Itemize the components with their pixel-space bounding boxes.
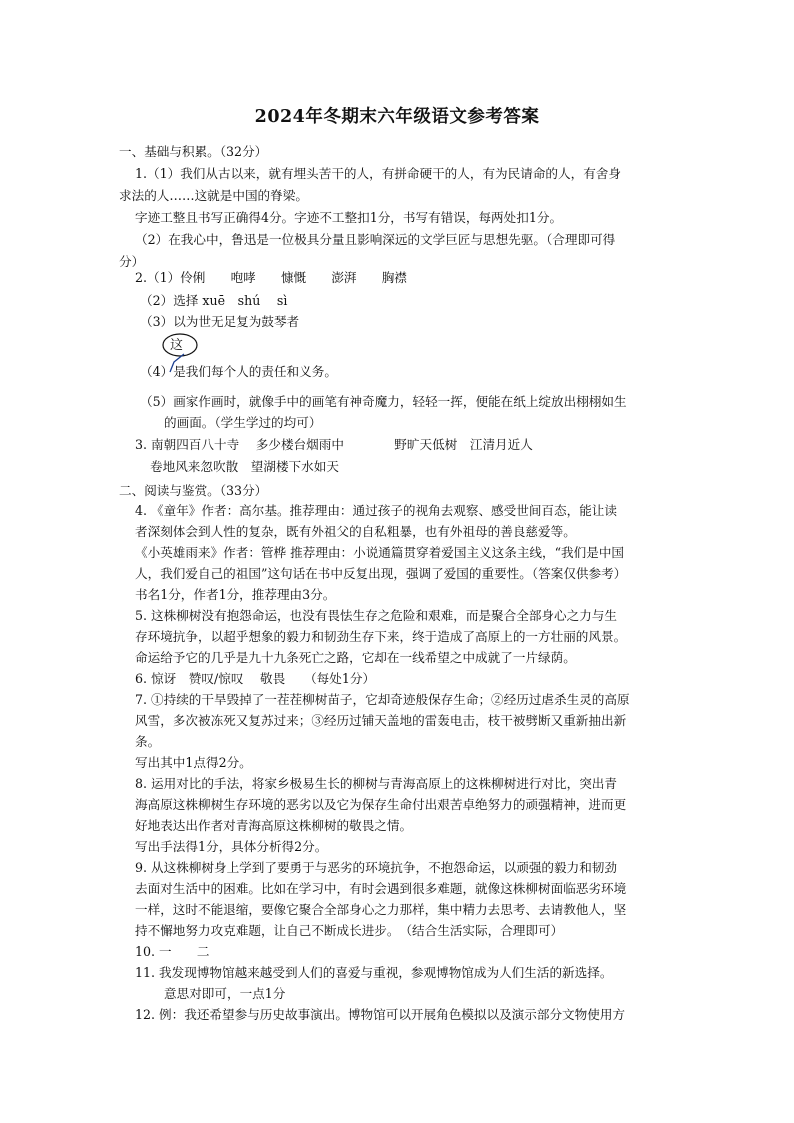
q4-line-2: 者深刻体会到人性的复杂，既有外祖父的自私粗暴，也有外祖母的善良慈爱等。 (135, 524, 576, 539)
q7-line-2: 风雪，多次被冻死又复苏过来；③经历过铺天盖地的雷轰电击，枝干被劈断又重新抽出新 (135, 713, 627, 728)
q3-line-1: 3. 南朝四百八十寺 多少楼台烟雨中 野旷天低树 江清月近人 (135, 437, 533, 452)
q2-2: （2）选择 xuē shú sì (140, 293, 288, 308)
q11-scoring: 意思对即可，一点1分 (164, 986, 286, 1001)
q4-line-3: 《小英雄雨来》作者：管桦 推荐理由：小说通篇贯穿着爱国主义这条主线，“我们是中国 (135, 545, 625, 560)
q1-1-line-1: 1.（1）我们从古以来，就有埋头苦干的人，有拼命硬干的人，有为民请命的人，有舍身 (135, 166, 621, 181)
q8-scoring: 写出手法得1分，具体分析得2分。 (135, 839, 328, 854)
q2-3: （3）以为世无足复为鼓琴者 (140, 314, 300, 329)
q8-line-3: 好地表达出作者对青海高原这株柳树的敬畏之情。 (135, 818, 413, 833)
q11-line-1: 11. 我发现博物馆越来越受到人们的喜爱与重视，参观博物馆成为人们生活的新选择。 (135, 965, 613, 980)
q4-line-4: 人，我们爱自己的祖国”这句话在书中反复出现，强调了爱国的重要性。（答案仅供参考） (135, 566, 627, 581)
q1-1-line-2: 求法的人……这就是中国的脊梁。 (119, 188, 308, 203)
q4-scoring: 书名1分，作者1分，推荐理由3分。 (135, 587, 336, 602)
q1-scoring-note: 字迹工整且书写正确得4分。字迹不工整扣1分，书写有错误，每两处扣1分。 (135, 210, 563, 225)
q2-4: （4）是我们每个人的责任和义务。 (140, 364, 337, 379)
section-1-heading: 一、基础与积累。（32分） (119, 144, 268, 159)
page-title: 2024年冬期末六年级语文参考答案 (254, 107, 540, 127)
q2-5-line-2: 的画面。（学生学过的均可） (164, 415, 322, 430)
q3-line-2: 卷地风来忽吹散 望湖楼下水如天 (150, 459, 339, 474)
q8-line-2: 海高原这株柳树生存环境的恶劣以及它为保存生命付出艰苦卓绝努力的顽强精神，进而更 (135, 797, 627, 812)
q2-1: 2.（1）伶俐 咆哮 慷慨 澎湃 胸襟 (135, 270, 407, 285)
q12-line-1: 12. 例：我还希望参与历史故事演出。博物馆可以开展角色模拟以及演示部分文物使用方 (135, 1007, 626, 1022)
q5-line-1: 5. 这株柳树没有抱怨命运，也没有畏怯生存之危险和艰难，而是聚合全部身心之力与生 (135, 608, 617, 623)
q8-line-1: 8. 运用对比的手法，将家乡极易生长的柳树与青海高原上的这株柳树进行对比，突出青 (135, 776, 617, 791)
q5-line-3: 命运给予它的几乎是九十九条死亡之路，它却在一线希望之中成就了一片绿荫。 (135, 650, 576, 665)
q6: 6. 惊讶 赞叹/惊叹 敬畏 （每处1分） (135, 671, 376, 686)
q7-scoring: 写出其中1点得2分。 (135, 755, 252, 770)
q9-line-4: 持不懈地努力攻克难题，让自己不断成长进步。 （结合生活实际，合理即可） (135, 923, 564, 938)
q2-5-line-1: （5）画家作画时，就像手中的画笔有神奇魔力，轻轻一挥，便能在纸上绽放出栩栩如生 (140, 394, 627, 409)
q9-line-1: 9. 从这株柳树身上学到了要勇于与恶劣的环境抗争，不抱怨命运，以顽强的毅力和韧劲 (135, 860, 617, 875)
q7-line-1: 7. ①持续的干旱毁掉了一茬茬柳树苗子，它却奇迹般保存生命；②经历过虐杀生灵的高原 (135, 692, 630, 707)
q1-2-line-2: 分） (119, 254, 145, 269)
q10: 10. 一 二 (135, 944, 210, 959)
q5-line-2: 存环境抗争，以超乎想象的毅力和韧劲生存下来，终于造成了高原上的一方壮丽的风景。 (135, 629, 627, 644)
correction-inserted-char: 这 (170, 338, 184, 353)
section-2-heading: 二、阅读与鉴赏。（33分） (119, 483, 268, 498)
q9-line-2: 去面对生活中的困难。比如在学习中，有时会遇到很多难题，就像这株柳树面临恶劣环境 (135, 881, 627, 896)
q4-line-1: 4. 《童年》作者：高尔基。推荐理由：通过孩子的视角去观察、感受世间百态，能让读 (135, 503, 617, 518)
q9-line-3: 一样，这时不能退缩，要像它聚合全部身心之力那样，集中精力去思考、去请教他人，坚 (135, 902, 627, 917)
q1-2-line-1: （2）在我心中，鲁迅是一位极具分量且影响深远的文学巨匠与思想先驱。（合理即可得 (135, 232, 616, 247)
q7-line-3: 条。 (135, 734, 161, 749)
